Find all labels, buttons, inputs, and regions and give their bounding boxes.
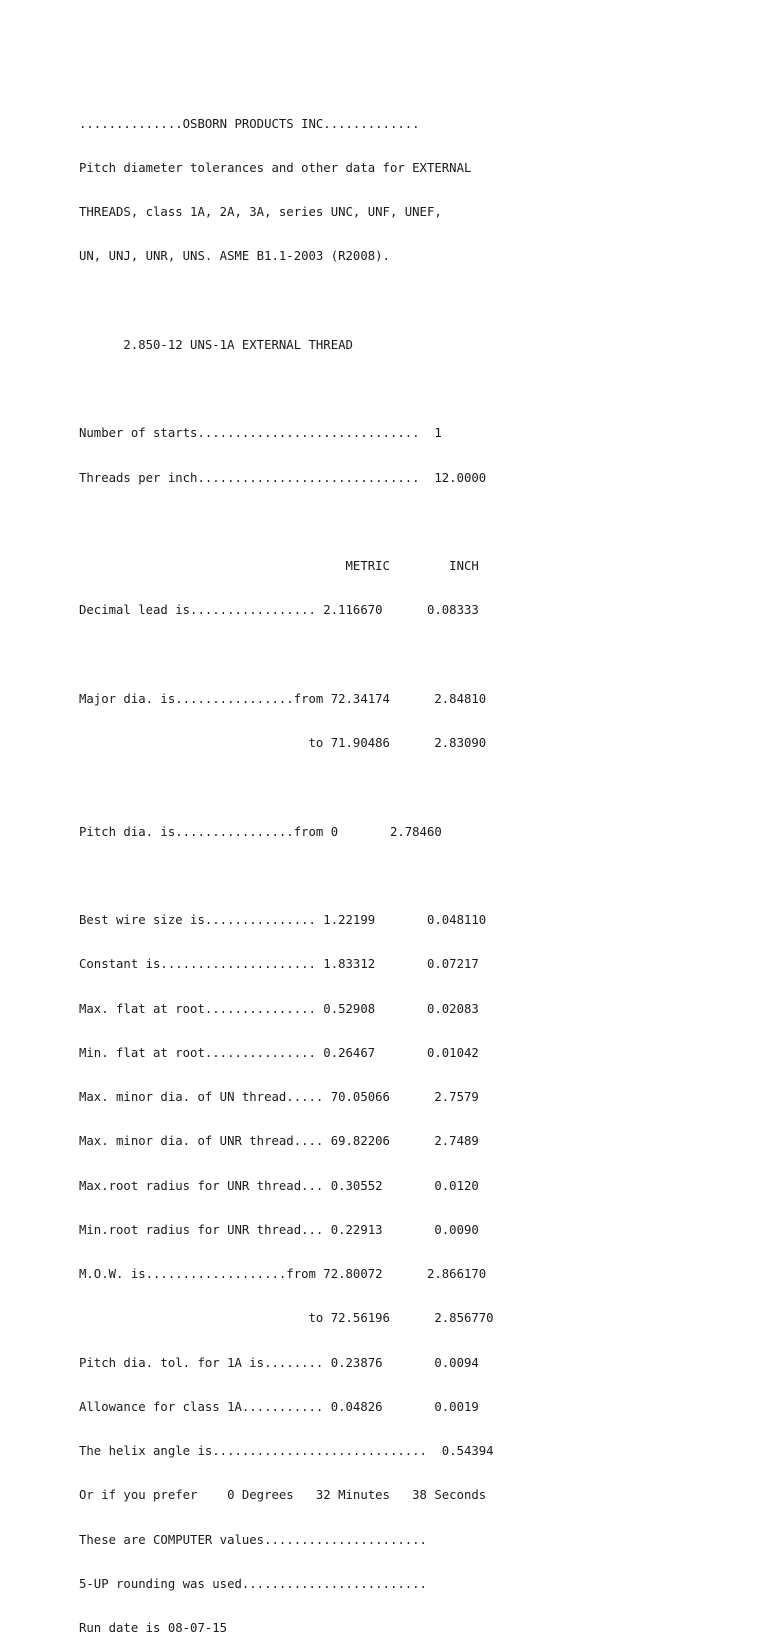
threads-per-inch-row: Threads per inch.............................. 12.0000 — [79, 470, 487, 485]
blank-line — [79, 294, 494, 309]
units-column-header: METRIC INCH — [79, 559, 479, 573]
mow-to-row: to 72.56196 2.856770 — [79, 1311, 494, 1326]
report-description-line-3: UN, UNJ, UNR, UNS. ASME B1.1-2003 (R2008). — [79, 249, 390, 264]
thread-data-report — [79, 87, 494, 1651]
best-wire-size-row: Best wire size is............... 1.22199 0.048110 — [79, 913, 487, 927]
major-dia-to-row: to 71.90486 2.83090 — [79, 736, 487, 750]
pitch-dia-tolerance-row: Pitch dia. tol. for 1A is........ 0.23876 0.0094 — [79, 1355, 479, 1370]
pitch-dia-row: Pitch dia. is................from 0 2.78460 — [79, 824, 442, 839]
max-minor-dia-un-row: Max. minor dia. of UN thread..... 70.05066 2.7579 — [79, 1090, 479, 1104]
blank-line — [79, 382, 494, 397]
report-description-line-2: THREADS, class 1A, 2A, 3A, series UNC, UNF, UNEF, — [79, 205, 442, 219]
report-header-company: ..............OSBORN PRODUCTS INC............. — [79, 116, 420, 131]
decimal-lead-row: Decimal lead is................. 2.116670 0.08333 — [79, 603, 479, 618]
run-date: Run date is 08-07-15 — [79, 1621, 228, 1635]
allowance-row: Allowance for class 1A........... 0.04826 0.0019 — [79, 1399, 479, 1414]
helix-angle-row: The helix angle is............................. 0.54394 — [79, 1444, 494, 1458]
report-description-line-1: Pitch diameter tolerances and other data for EXTERNAL — [79, 160, 472, 175]
major-dia-from-row: Major dia. is................from 72.34174 2.84810 — [79, 691, 487, 706]
blank-line — [79, 515, 494, 530]
helix-angle-dms-row: Or if you prefer 0 Degrees 32 Minutes 38 Seconds — [79, 1488, 487, 1503]
constant-row: Constant is..................... 1.83312 0.07217 — [79, 957, 479, 972]
max-flat-at-root-row: Max. flat at root............... 0.52908 0.02083 — [79, 1001, 479, 1016]
number-of-starts-row: Number of starts.............................. 1 — [79, 426, 442, 441]
min-flat-at-root-row: Min. flat at root............... 0.26467 0.01042 — [79, 1045, 479, 1060]
blank-line — [79, 869, 494, 884]
max-minor-dia-unr-row: Max. minor dia. of UNR thread.... 69.82206 2.7489 — [79, 1134, 479, 1149]
rounding-note: 5-UP rounding was used......................... — [79, 1576, 427, 1591]
mow-from-row: M.O.W. is...................from 72.80072 2.866170 — [79, 1267, 487, 1281]
computer-values-note: These are COMPUTER values...................... — [79, 1532, 427, 1547]
blank-line — [79, 780, 494, 795]
blank-line — [79, 648, 494, 663]
max-root-radius-row: Max.root radius for UNR thread... 0.30552 0.0120 — [79, 1178, 479, 1193]
thread-designation: 2.850-12 UNS-1A EXTERNAL THREAD — [79, 337, 353, 352]
min-root-radius-row: Min.root radius for UNR thread... 0.22913 0.0090 — [79, 1222, 479, 1237]
